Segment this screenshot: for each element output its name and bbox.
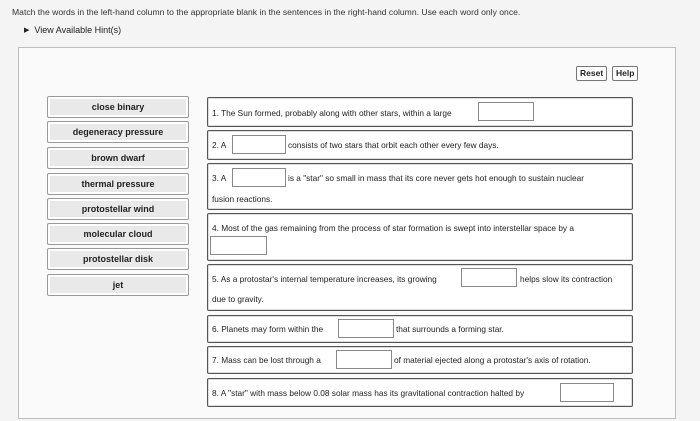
question-7-text-after: of material ejected along a protostar's axis of rotation. xyxy=(394,355,591,365)
question-6 xyxy=(207,315,633,343)
question-3-text-continued: fusion reactions. xyxy=(212,194,273,204)
question-2-text-after: consists of two stars that orbit each other every few days. xyxy=(288,140,499,150)
instructions-text: Match the words in the left-hand column to the appropriate blank in the sentences in the right-hand column. Use each word only once. xyxy=(12,7,521,17)
question-1-blank[interactable] xyxy=(478,102,534,121)
view-hints-label: View Available Hint(s) xyxy=(34,25,122,35)
question-4 xyxy=(207,213,633,261)
expand-triangle-icon: ▶ xyxy=(24,27,30,34)
question-3-text-after: is a "star" so small in mass that its core never gets hot enough to sustain nuclear xyxy=(288,173,584,183)
question-8-blank[interactable] xyxy=(560,383,614,402)
question-3-blank[interactable] xyxy=(232,168,286,187)
question-4-blank[interactable] xyxy=(210,236,267,255)
question-2 xyxy=(207,130,633,160)
question-3 xyxy=(207,163,633,210)
word-tile-molecular-cloud[interactable]: molecular cloud xyxy=(47,223,189,245)
word-tile-thermal-pressure[interactable]: thermal pressure xyxy=(47,173,189,195)
question-5 xyxy=(207,264,633,311)
question-2-blank[interactable] xyxy=(232,135,286,154)
word-tile-jet[interactable]: jet xyxy=(47,274,189,296)
reset-button[interactable]: Reset xyxy=(576,66,607,81)
question-6-text-before: 6. Planets may form within the xyxy=(212,324,324,334)
question-5-text-before: 5. As a protostar's internal temperature increases, its growing xyxy=(212,274,437,284)
question-6-text-after: that surrounds a forming star. xyxy=(396,324,504,334)
question-7 xyxy=(207,346,633,374)
question-5-text-continued: due to gravity. xyxy=(212,294,264,304)
question-4-text: 4. Most of the gas remaining from the process of star formation is swept into interstellar space by a xyxy=(212,223,575,233)
word-tile-protostellar-disk[interactable]: protostellar disk xyxy=(47,248,189,270)
view-hints-link[interactable] xyxy=(24,25,121,35)
question-7-text-before: 7. Mass can be lost through a xyxy=(212,355,321,365)
question-8-text: 8. A "star" with mass below 0.08 solar mass has its gravitational contraction halted by xyxy=(212,388,525,398)
word-tile-close-binary[interactable]: close binary xyxy=(47,96,189,118)
question-5-text-after: helps slow its contraction xyxy=(520,274,613,284)
word-tile-protostellar-wind[interactable]: protostellar wind xyxy=(47,198,189,220)
question-3-text-before: 3. A xyxy=(212,173,227,183)
question-1-text: 1. The Sun formed, probably along with other stars, within a large xyxy=(212,108,452,118)
help-button[interactable]: Help xyxy=(612,66,638,81)
word-tile-degeneracy-pressure[interactable]: degeneracy pressure xyxy=(47,121,189,143)
question-8 xyxy=(207,378,633,407)
question-7-blank[interactable] xyxy=(336,350,392,369)
word-tile-brown-dwarf[interactable]: brown dwarf xyxy=(47,147,189,169)
question-6-blank[interactable] xyxy=(338,319,394,338)
question-1 xyxy=(207,97,633,127)
question-2-text-before: 2. A xyxy=(212,140,227,150)
question-5-blank[interactable] xyxy=(461,268,517,287)
